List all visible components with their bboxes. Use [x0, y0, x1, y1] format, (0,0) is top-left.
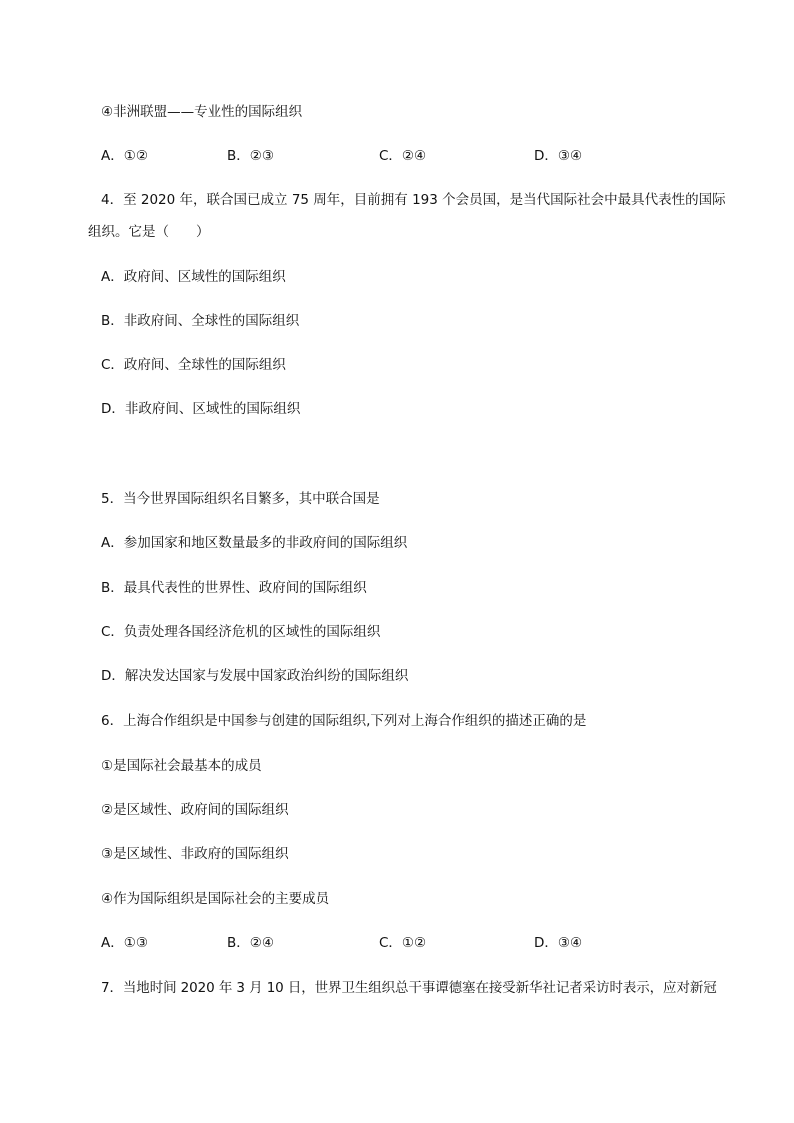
- q4-option-b: B．非政府间、全球性的国际组织: [101, 313, 300, 329]
- option-a: A．①③: [101, 935, 148, 951]
- q5-option-a: A．参加国家和地区数量最多的非政府间的国际组织: [101, 535, 408, 551]
- prev-options-row: [101, 146, 701, 166]
- option-c: C．①②: [379, 935, 427, 951]
- q6-statement-4: ④作为国际组织是国际社会的主要成员: [101, 891, 330, 907]
- q6-statement-2: ②是区域性、政府间的国际组织: [101, 802, 289, 818]
- option-d: D．③④: [534, 935, 583, 951]
- q5-stem: 5．当今世界国际组织名目繁多，其中联合国是: [101, 491, 380, 507]
- option-d: D．③④: [534, 148, 583, 164]
- q4-stem-line1: 4．至 2020 年，联合国已成立 75 周年，目前拥有 193 个会员国，是当代国际社会中最具代表性的国际: [101, 192, 726, 208]
- prev-statement-4: ④非洲联盟——专业性的国际组织: [101, 104, 303, 120]
- q4-option-c: C．政府间、全球性的国际组织: [101, 357, 286, 373]
- q6-statement-1: ①是国际社会最基本的成员: [101, 758, 262, 774]
- option-c: C．②④: [379, 148, 427, 164]
- q5-option-b: B．最具代表性的世界性、政府间的国际组织: [101, 580, 367, 596]
- option-b: B．②③: [227, 148, 274, 164]
- option-a: A．①②: [101, 148, 148, 164]
- q5-option-c: C．负责处理各国经济危机的区域性的国际组织: [101, 624, 381, 640]
- q7-stem-line1: 7．当地时间 2020 年 3 月 10 日，世界卫生组织总干事谭德塞在接受新华社记者采访时表示，应对新冠: [101, 980, 717, 996]
- q6-statement-3: ③是区域性、非政府的国际组织: [101, 846, 289, 862]
- q4-option-d: D．非政府间、区域性的国际组织: [101, 401, 301, 417]
- q4-stem-line2: 组织。它是（ ）: [88, 224, 210, 240]
- q4-option-a: A．政府间、区域性的国际组织: [101, 269, 286, 285]
- q6-options-row: [101, 933, 701, 953]
- q5-option-d: D．解决发达国家与发展中国家政治纠纷的国际组织: [101, 668, 409, 684]
- option-b: B．②④: [227, 935, 274, 951]
- q6-stem: 6．上海合作组织是中国参与创建的国际组织,下列对上海合作组织的描述正确的是: [101, 713, 587, 729]
